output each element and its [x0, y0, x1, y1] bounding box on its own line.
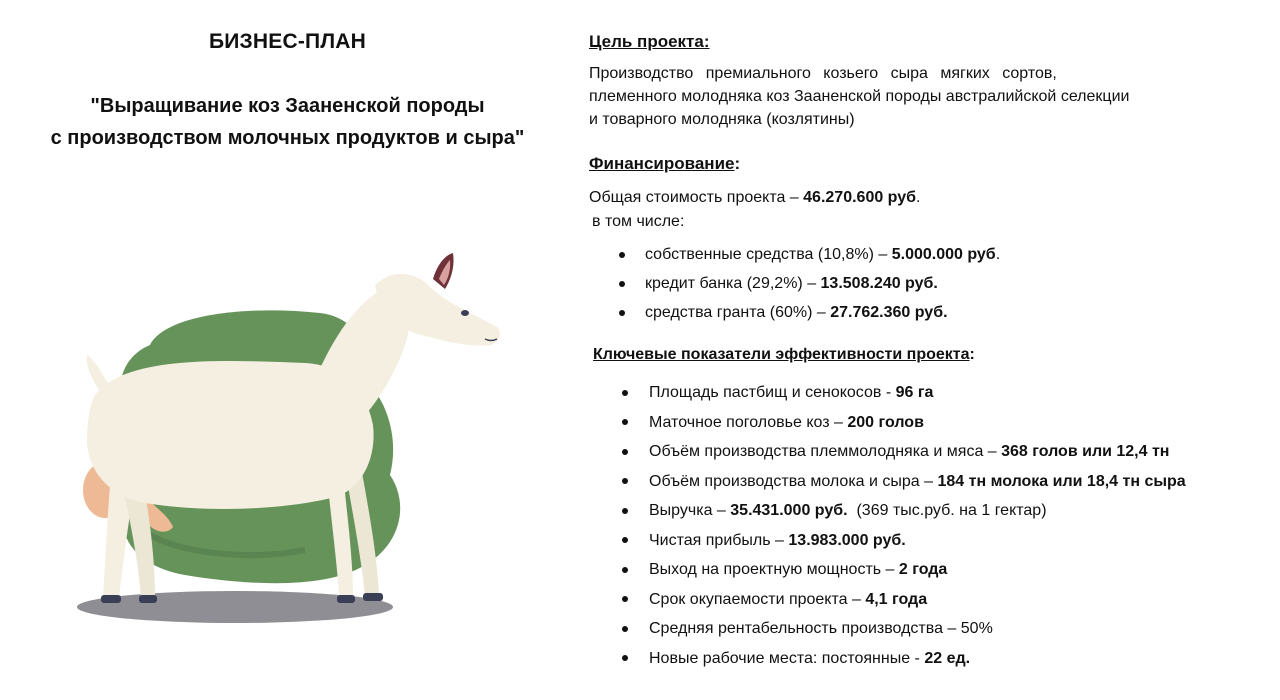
subtitle-line-1: "Выращивание коз Зааненской породы: [90, 95, 485, 117]
goal-line-2: племенного молодняка коз Зааненской породы австралийской селекции: [589, 88, 1130, 105]
list-item: Выход на проектную мощность – 2 года: [589, 555, 1186, 585]
goal-line-1: Производство премиального козьего сыра мягких сортов,: [589, 65, 1057, 82]
bullet-icon: [622, 390, 628, 396]
kpi-list: [589, 378, 1186, 673]
list-item: Выручка – 35.431.000 руб. (369 тыс.руб. на 1 гектар): [589, 496, 1186, 526]
bullet-icon: [622, 655, 628, 661]
bullet-icon: [622, 626, 628, 632]
document-title: БИЗНЕС-ПЛАН: [208, 30, 367, 53]
bullet-icon: [622, 478, 628, 484]
list-item: Средняя рентабельность производства – 50%: [589, 614, 1186, 644]
financing-total-label: Общая стоимость проекта –: [589, 189, 804, 206]
kpi-heading-row: [593, 346, 975, 364]
goal-text: [589, 62, 1129, 131]
financing-list: [589, 240, 1000, 327]
subtitle-line-2: с производством молочных продуктов и сыра": [50, 127, 525, 149]
financing-total-end: .: [916, 189, 921, 206]
kpi-heading-colon: :: [969, 346, 975, 363]
bullet-icon: [622, 596, 628, 602]
list-item: Срок окупаемости проекта – 4,1 года: [589, 585, 1186, 615]
bullet-icon: [619, 281, 625, 287]
financing-total-value: 46.270.600 руб: [803, 189, 917, 206]
kpi-heading: Ключевые показатели эффективности проекта: [593, 346, 970, 363]
list-item: Объём производства молока и сыра – 184 тн молока или 18,4 тн сыра: [589, 467, 1186, 497]
list-item: Площадь пастбищ и сенокосов - 96 га: [589, 378, 1186, 408]
bullet-icon: [622, 419, 628, 425]
financing-heading: Финансирование: [589, 154, 735, 173]
bullet-icon: [622, 567, 628, 573]
left-panel: [0, 0, 575, 700]
list-item: кредит банка (29,2%) – 13.508.240 руб.: [589, 269, 1000, 298]
bullet-icon: [622, 449, 628, 455]
financing-including: в том числе:: [592, 213, 685, 230]
goal-heading: Цель проекта:: [589, 32, 710, 51]
document-subtitle: [0, 90, 575, 154]
financing-total: [589, 186, 920, 209]
list-item: Чистая прибыль – 13.983.000 руб.: [589, 526, 1186, 556]
list-item: Новые рабочие места: постоянные - 22 ед.: [589, 644, 1186, 674]
financing-heading-colon: :: [734, 154, 741, 173]
bullet-icon: [619, 252, 625, 258]
list-item: средства гранта (60%) – 27.762.360 руб.: [589, 298, 1000, 327]
bullet-icon: [622, 537, 628, 543]
list-item: собственные средства (10,8%) – 5.000.000 руб.: [589, 240, 1000, 269]
financing-heading-row: [589, 154, 740, 174]
list-item: Маточное поголовье коз – 200 голов: [589, 408, 1186, 438]
bullet-icon: [619, 310, 625, 316]
goat-illustration-icon: [55, 235, 525, 625]
list-item: Объём производства племмолодняка и мяса – 368 голов или 12,4 тн: [589, 437, 1186, 467]
bullet-icon: [622, 508, 628, 514]
goal-line-3: и товарного молодняка (козлятины): [589, 111, 855, 128]
